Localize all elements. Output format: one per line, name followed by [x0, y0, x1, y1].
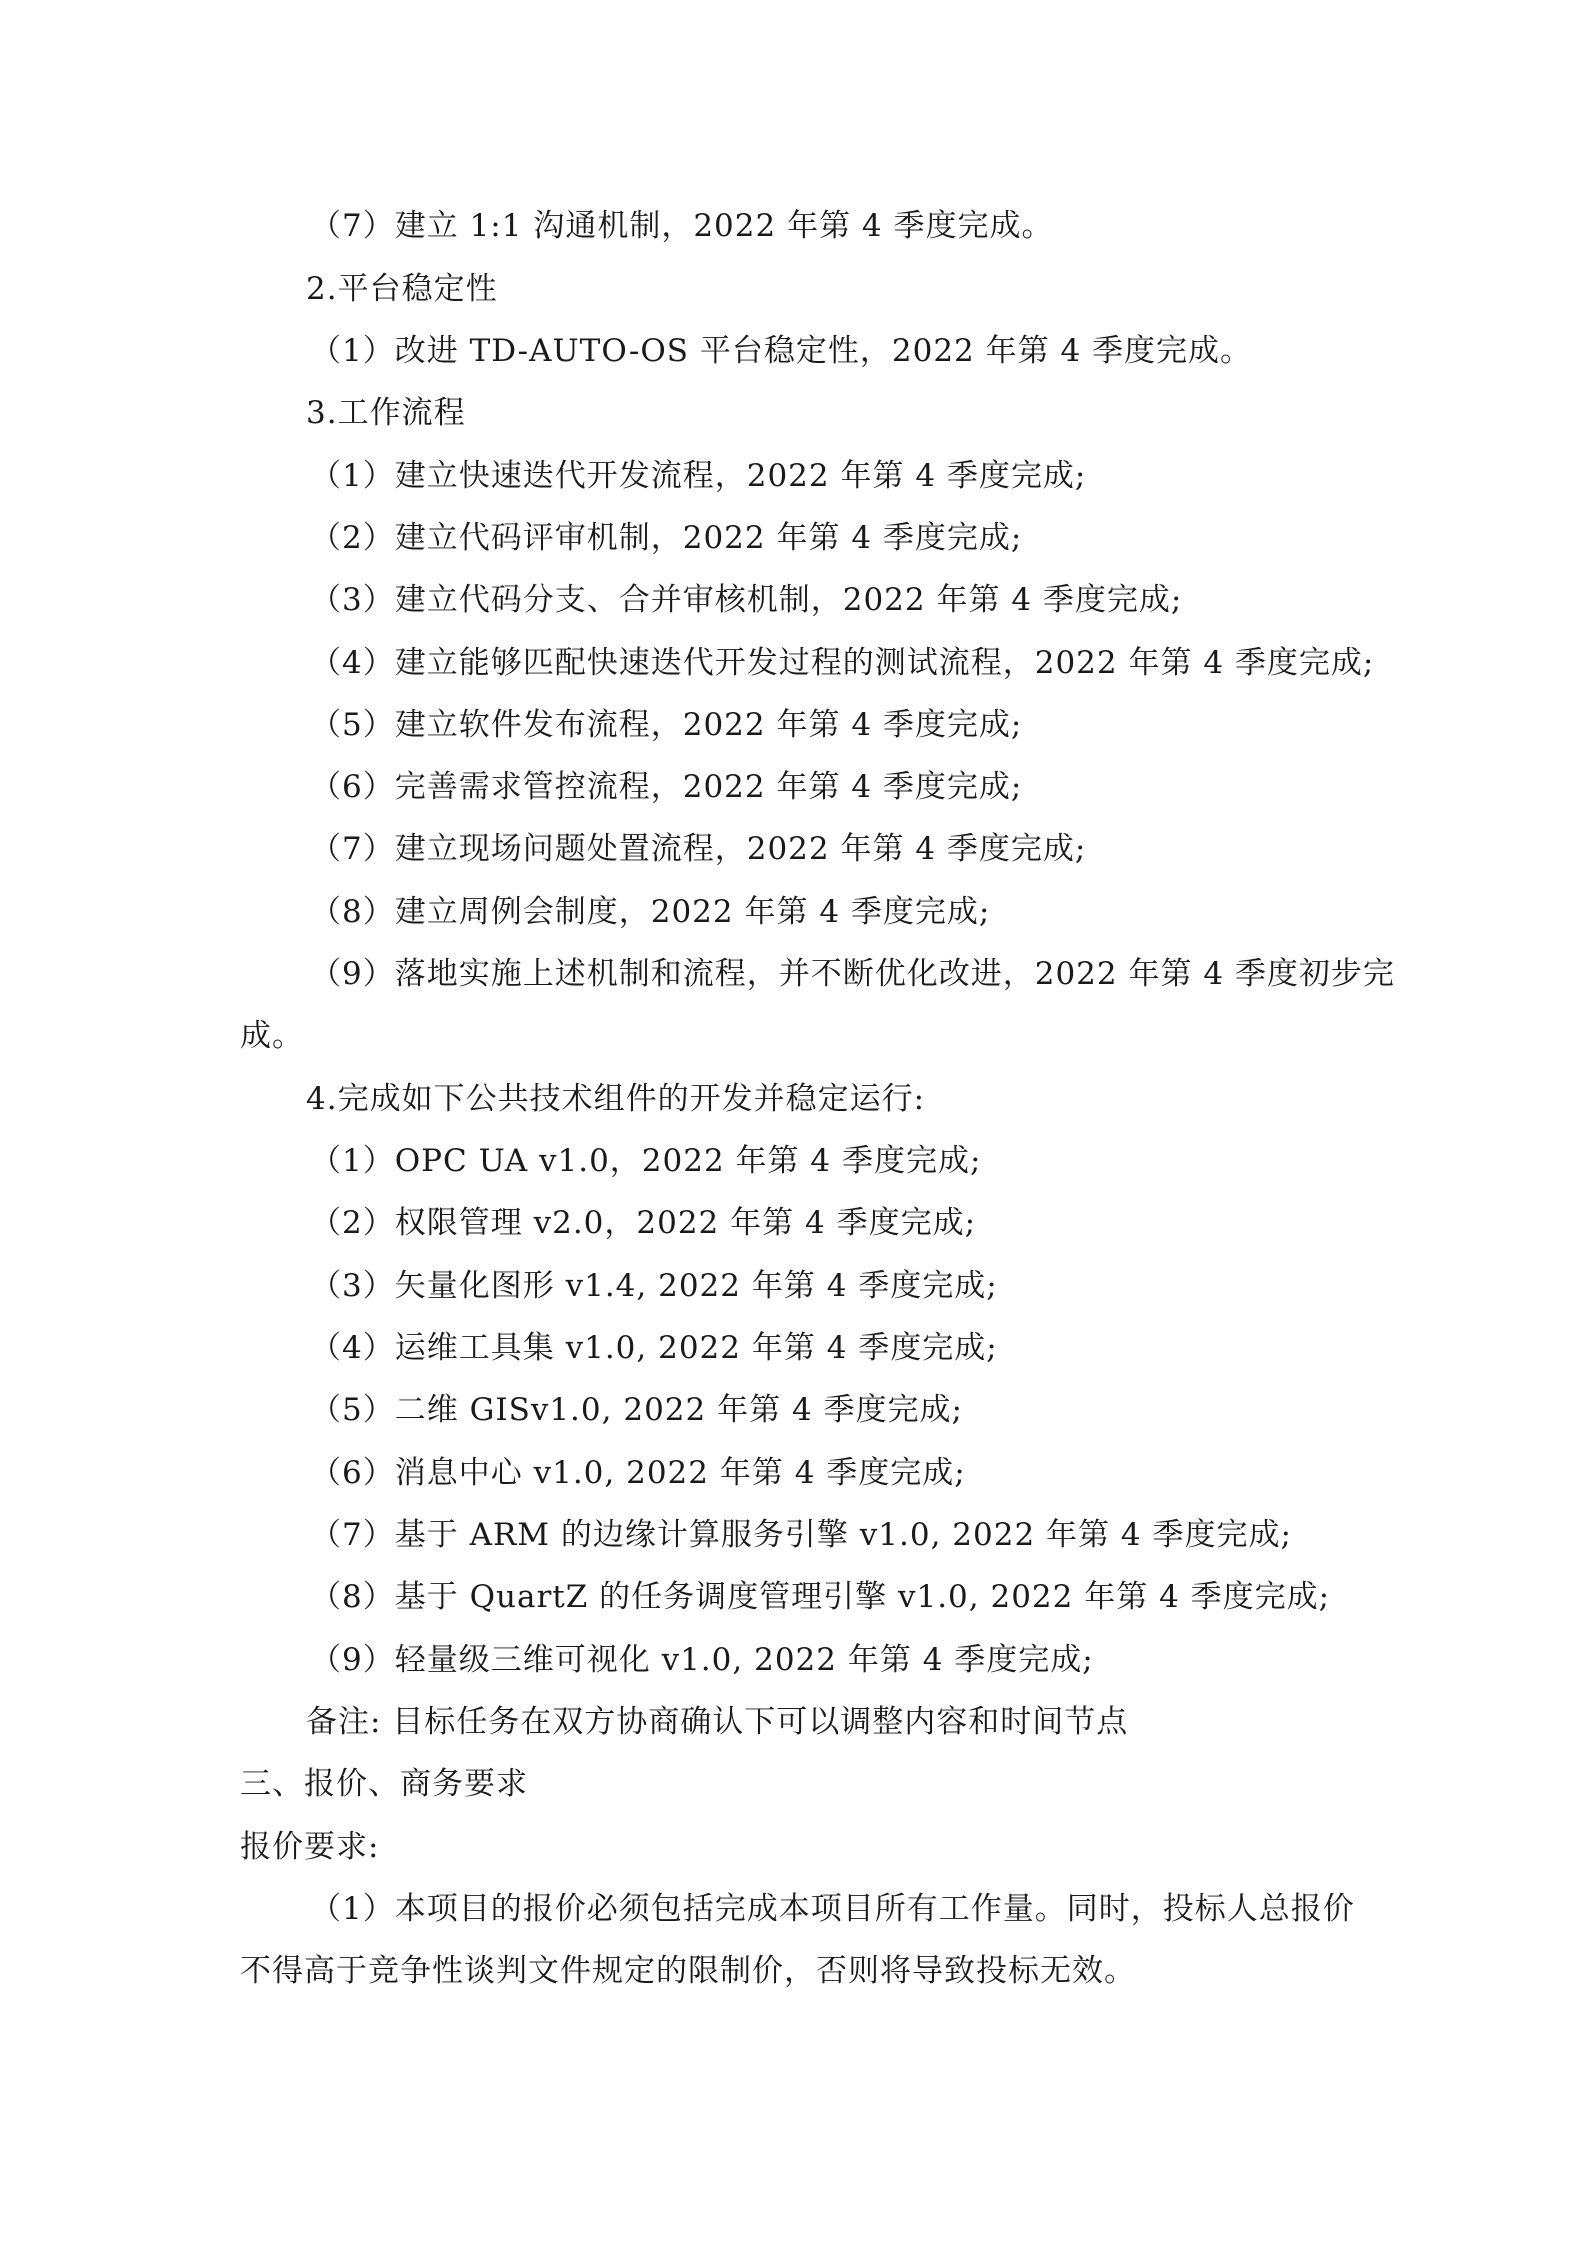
goal-item-communication-mechanism: （7）建立 1:1 沟通机制，2022 年第 4 季度完成。 — [310, 208, 1054, 244]
workflow-item-9-continued: 成。 — [240, 1018, 304, 1054]
component-item-5: （5）二维 GISv1.0, 2022 年第 4 季度完成; — [310, 1392, 963, 1428]
component-item-7: （7）基于 ARM 的边缘计算服务引擎 v1.0, 2022 年第 4 季度完成; — [310, 1517, 1292, 1553]
component-item-8: （8）基于 QuartZ 的任务调度管理引擎 v1.0, 2022 年第 4 季度完成; — [310, 1579, 1331, 1615]
component-item-9: （9）轻量级三维可视化 v1.0, 2022 年第 4 季度完成; — [310, 1642, 1094, 1678]
section-heading-workflow: 3.工作流程 — [306, 395, 466, 431]
component-item-6: （6）消息中心 v1.0, 2022 年第 4 季度完成; — [310, 1455, 966, 1491]
workflow-item-1: （1）建立快速迭代开发流程，2022 年第 4 季度完成; — [310, 458, 1087, 494]
component-item-2: （2）权限管理 v2.0，2022 年第 4 季度完成; — [310, 1205, 977, 1241]
workflow-item-9: （9）落地实施上述机制和流程，并不断优化改进，2022 年第 4 季度初步完 — [310, 956, 1395, 992]
stability-item-1: （1）改进 TD-AUTO-OS 平台稳定性，2022 年第 4 季度完成。 — [310, 333, 1253, 369]
section-heading-platform-stability: 2.平台稳定性 — [306, 271, 498, 307]
component-item-3: （3）矢量化图形 v1.4, 2022 年第 4 季度完成; — [310, 1268, 998, 1304]
component-item-4: （4）运维工具集 v1.0, 2022 年第 4 季度完成; — [310, 1330, 998, 1366]
workflow-item-7: （7）建立现场问题处置流程，2022 年第 4 季度完成; — [310, 831, 1087, 867]
workflow-item-3: （3）建立代码分支、合并审核机制，2022 年第 4 季度完成; — [310, 582, 1183, 618]
remark-note: 备注: 目标任务在双方协商确认下可以调整内容和时间节点 — [306, 1704, 1129, 1740]
workflow-item-6: （6）完善需求管控流程，2022 年第 4 季度完成; — [310, 769, 1023, 805]
workflow-item-4: （4）建立能够匹配快速迭代开发过程的测试流程，2022 年第 4 季度完成; — [310, 645, 1375, 681]
component-item-1: （1）OPC UA v1.0，2022 年第 4 季度完成; — [310, 1143, 982, 1179]
section-heading-quotation: 三、报价、商务要求 — [240, 1766, 528, 1802]
quotation-item-1: （1）本项目的报价必须包括完成本项目所有工作量。同时，投标人总报价 — [310, 1891, 1355, 1927]
workflow-item-2: （2）建立代码评审机制，2022 年第 4 季度完成; — [310, 520, 1023, 556]
workflow-item-8: （8）建立周例会制度，2022 年第 4 季度完成; — [310, 894, 991, 930]
quotation-item-1-continued: 不得高于竞争性谈判文件规定的限制价，否则将导致投标无效。 — [240, 1953, 1136, 1989]
subheading-quotation-requirements: 报价要求: — [240, 1829, 380, 1865]
section-heading-components: 4.完成如下公共技术组件的开发并稳定运行: — [306, 1081, 926, 1117]
workflow-item-5: （5）建立软件发布流程，2022 年第 4 季度完成; — [310, 707, 1023, 743]
